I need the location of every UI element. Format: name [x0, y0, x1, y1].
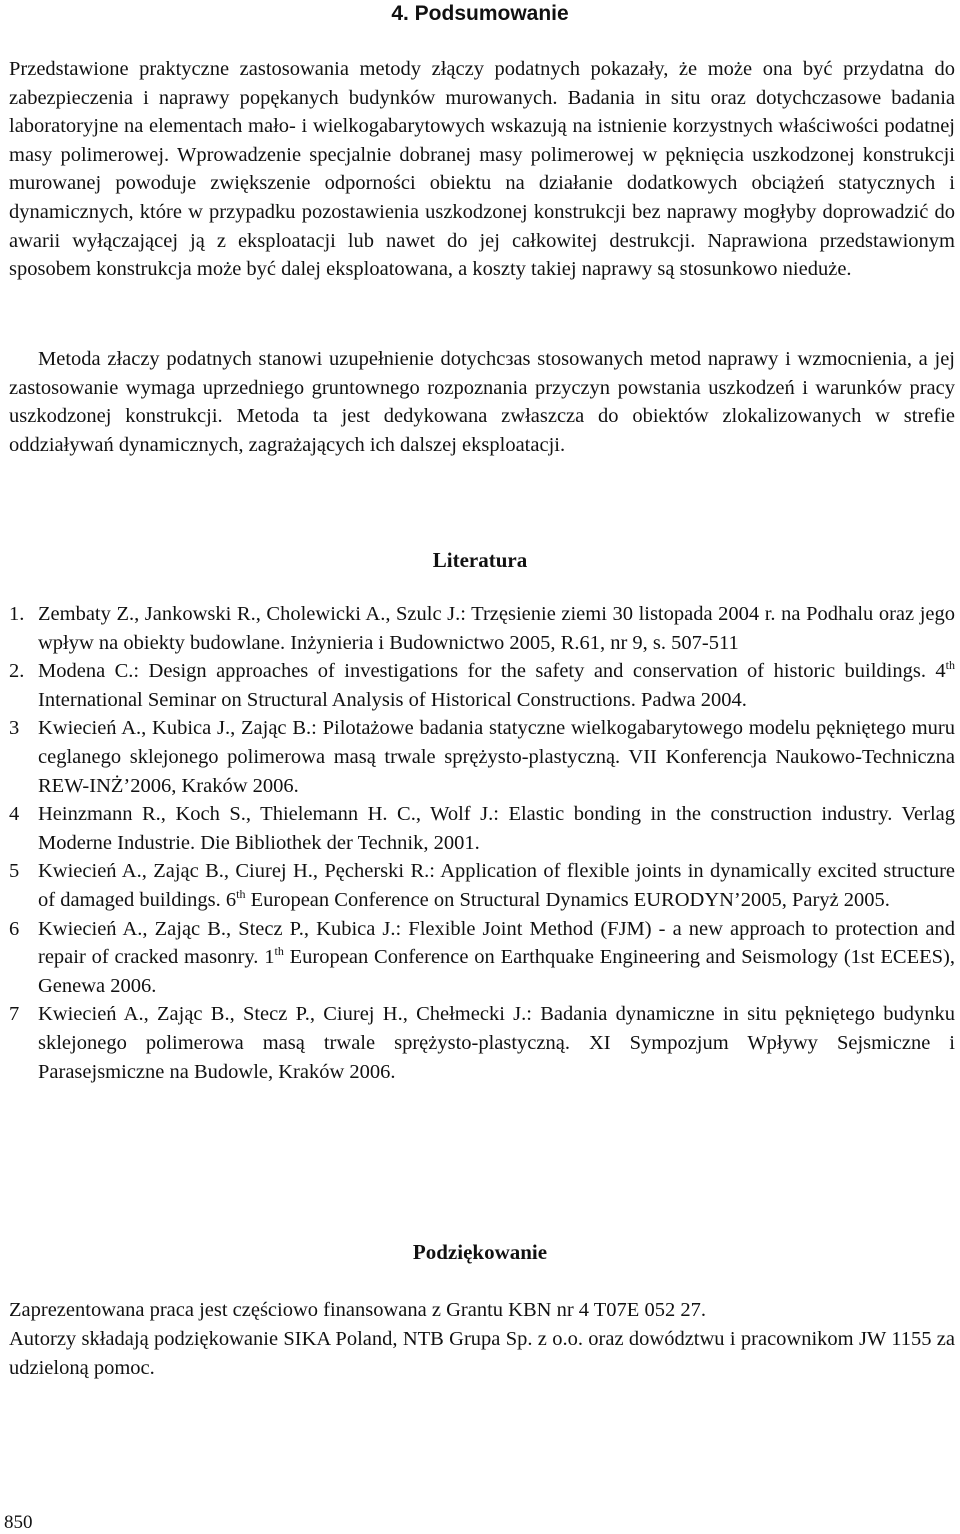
reference-number: 6 [9, 917, 20, 940]
reference-item [9, 1000, 955, 1086]
reference-number: 2. [9, 660, 25, 683]
reference-text: Kwiecień A., Zając B., Ciurej H., Pęcherski R.: Application of flexible joints in dynamically excited structure of damaged buildings. 6 [38, 860, 955, 911]
reference-number: 3 [9, 717, 20, 740]
reference-item [9, 915, 955, 1001]
acknowledgement-paragraph-1: Zaprezentowana praca jest częściowo finansowana z Grantu KBN nr 4 T07E 052 27. [9, 1299, 706, 1321]
reference-item [9, 714, 955, 800]
reference-item [9, 800, 955, 857]
reference-text: Zembaty Z., Jankowski R., Cholewicki A., Szulc J.: Trzęsienie ziemi 30 listopada 2004 r. na Podhalu oraz jego wpływ na obiekty budowlane. Inżynieria i Budownictwo 2005, R.61, nr 9, s. 507-511 [38, 603, 955, 654]
reference-number: 7 [9, 1003, 20, 1026]
reference-superscript: th [236, 886, 246, 901]
reference-text: Modena C.: Design approaches of investigations for the safety and conservation of historic buildings. 4 [38, 660, 946, 683]
reference-text: Kwiecień A., Kubica J., Zając B.: Pilotażowe badania statyczne wielkogabarytowego modelu pękniętego muru ceglanego sklejonego polimerowa masą trwale sprężysto-plastyczną. VII Konferencja Naukowo-Techniczna REW-INŻ’2006, Kraków 2006. [38, 717, 955, 797]
section-heading: 4. Podsumowanie [391, 2, 569, 25]
acknowledgement-paragraph-2: Autorzy składają podziękowanie SIKA Poland, NTB Grupa Sp. z o.o. oraz dowództwu i pracownikom JW 1155 za udzieloną pomoc. [9, 1328, 955, 1379]
reference-item [9, 857, 955, 914]
reference-text: Kwiecień A., Zając B., Stecz P., Ciurej H., Chełmecki J.: Badania dynamiczne in situ pękniętego budynku sklejonego polimerowa masą trwale sprężysto-plastyczną. XI Sympozjum Wpływy Sejsmiczne i Parasejsmiczne na Budowle, Kraków 2006. [38, 1003, 955, 1083]
reference-superscript: th [274, 944, 284, 959]
summary-paragraph-2: Metoda złaczy podatnych stanowi uzupełnienie dotychcзas stosowanych metod naprawy i wzmocnienia, a jej zastosowanie wymaga uprzedniego gruntownego rozpoznania przyczyn powstania uszkodzeń i warunków pracy uszkodzonej konstrukcji. Metoda ta jest dedykowana zwłaszcza do obiektów zlokalizowanych w strefie oddziaływań dynamicznych, zagrażających ich dalszej eksploatacji. [9, 348, 955, 456]
reference-number: 5 [9, 860, 20, 883]
reference-item [9, 600, 955, 657]
acknowledgement-heading: Podziękowanie [412, 1240, 548, 1264]
reference-list [9, 600, 955, 1086]
reference-text-continued: European Conference on Structural Dynamics EURODYN’2005, Paryż 2005. [245, 888, 890, 911]
reference-text: Heinzmann R., Koch S., Thielemann H. C., Wolf J.: Elastic bonding in the construction industry. Verlag Moderne Industrie. Die Bibliothek der Technik, 2001. [38, 803, 955, 854]
reference-number: 1. [9, 603, 25, 625]
page-number: 850 [4, 1512, 33, 1533]
summary-paragraph-1: Przedstawione praktyczne zastosowania metody złączy podatnych pokazały, że może ona być przydatna do zabezpieczenia i naprawy popękanych budynków murowanych. Badania in situ oraz dotychczasowe badania laboratoryjne na elementach mało- i wielkogabarytowych wskazują na istnienie korzystnych właściwości podatnej masy polimerowej. Wprowadzenie specjalnie dobranej masy polimerowej w pęknięcia uszkodzonej konstrukcji murowanej powoduje zwiększenie odporności obiektu na działanie dodatkowych obciążeń statycznych i dynamicznych, które w przypadku pozostawienia uszkodzonej konstrukcji bez naprawy mogłyby doprowadzić do awarii wyłączającej ją z eksploatacji lub nawet do jej całkowitej destrukcji. Naprawiona przedstawionym sposobem konstrukcja może być dalej eksploatowana, a koszty takiej naprawy są stosunkowo niedużе. [9, 58, 955, 281]
reference-text-continued: European Conference on Earthquake Engineering and Seismology (1st ECEES), Genewa 2006. [38, 946, 955, 997]
reference-item [9, 657, 955, 714]
reference-superscript: th [945, 658, 955, 673]
reference-text-continued: International Seminar on Structural Analysis of Historical Constructions. Padwa 2004. [38, 688, 747, 711]
reference-number: 4 [9, 803, 20, 826]
reference-text: Kwiecień A., Zając B., Stecz P., Kubica J.: Flexible Joint Method (FJM) - a new approach to protection and repair of cracked masonry. 1 [38, 917, 955, 969]
literature-heading: Literatura [432, 548, 528, 572]
